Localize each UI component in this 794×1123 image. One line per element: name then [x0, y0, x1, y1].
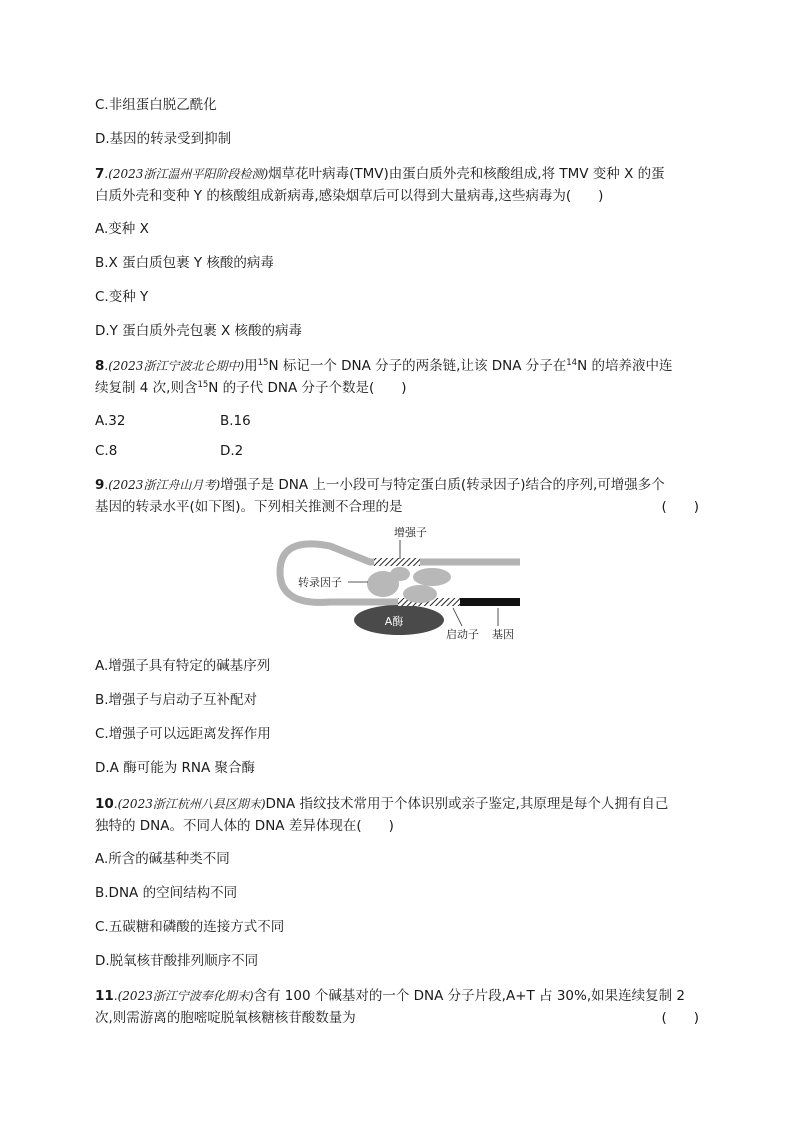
stem-text: 续复制 4 次,则含: [95, 380, 198, 396]
gene-segment: [460, 598, 520, 606]
question-number: 7: [95, 166, 105, 182]
a-enzyme-label: A酶: [384, 615, 404, 628]
q9-option-a: A.增强子具有特定的碱基序列: [95, 658, 271, 674]
q7-option-c: C.变种 Y: [95, 289, 149, 305]
enhancer-label: 增强子: [394, 526, 427, 539]
q11-stem-line1: [95, 987, 685, 1005]
q9-option-d: D.A 酶可能为 RNA 聚合酶: [95, 760, 256, 776]
question-number: 11: [95, 988, 114, 1004]
transcription-factor-3: [413, 568, 451, 586]
transcription-factor-4: [390, 567, 410, 581]
question-source: .(2023浙江舟山月考): [104, 478, 221, 492]
stem-text: N 标记一个 DNA 分子的两条链,让该 DNA 分子在: [268, 358, 567, 374]
q10-stem-line2: 独特的 DNA。不同人体的 DNA 差异体现在( ): [95, 818, 394, 834]
promoter-leader: [453, 608, 462, 626]
isotope-superscript: 15: [257, 358, 269, 368]
q8-option-d: D.2: [220, 443, 244, 459]
answer-paren: ( ): [661, 499, 699, 515]
stem-text: N 的子代 DNA 分子个数是( ): [208, 380, 407, 396]
isotope-superscript: 14: [566, 358, 578, 368]
q10-option-a: A.所含的碱基种类不同: [95, 851, 230, 867]
enhancer-diagram: [270, 522, 530, 646]
enhancer-segment: [374, 558, 420, 566]
gene-label: 基因: [492, 628, 514, 641]
q8-option-a: A.32: [95, 413, 126, 429]
q9-stem-line1: [95, 476, 665, 494]
tf-label: 转录因子: [298, 576, 342, 589]
q10-option-d: D.脱氧核苷酸排列顺序不同: [95, 953, 259, 969]
question-number: 10: [95, 796, 114, 812]
promoter-label: 启动子: [446, 628, 479, 641]
q10-option-b: B.DNA 的空间结构不同: [95, 885, 238, 901]
q7-option-d: D.Y 蛋白质外壳包裹 X 核酸的病毒: [95, 323, 303, 339]
q8-option-c: C.8: [95, 443, 118, 459]
q10-stem-line1: [95, 795, 668, 813]
stem-text: N 的培养液中连: [577, 358, 673, 374]
question-source: .(2023浙江温州平阳阶段检测): [104, 167, 269, 181]
q9-stem-line2: 基因的转录水平(如下图)。下列相关推测不合理的是: [95, 499, 403, 515]
q7-stem-line2: 白质外壳和变种 Y 的核酸组成新病毒,感染烟草后可以得到大量病毒,这些病毒为( ): [95, 188, 604, 204]
question-stem: DNA 指纹技术常用于个体识别或亲子鉴定,其原理是每个人拥有自己: [265, 796, 669, 812]
question-number: 9: [95, 477, 105, 493]
q7-option-b: B.X 蛋白质包裹 Y 核酸的病毒: [95, 255, 274, 271]
q9-option-b: B.增强子与启动子互补配对: [95, 692, 258, 708]
answer-paren: ( ): [661, 1010, 699, 1026]
q7-stem-line1: [95, 165, 665, 183]
q7-option-a: A.变种 X: [95, 221, 149, 237]
question-source: .(2023浙江宁波奉化期末): [113, 989, 254, 1003]
question-number: 8: [95, 358, 105, 374]
question-source: .(2023浙江杭州八县区期末): [113, 797, 266, 811]
isotope-superscript: 15: [197, 380, 209, 390]
q11-stem-line2: 次,则需游离的胞嘧啶脱氧核糖核苷酸数量为: [95, 1010, 356, 1026]
q6-option-c: C.非组蛋白脱乙酰化: [95, 97, 217, 113]
q9-option-c: C.增强子可以远距离发挥作用: [95, 726, 271, 742]
question-stem: 含有 100 个碱基对的一个 DNA 分子片段,A+T 占 30%,如果连续复制 2: [253, 988, 686, 1004]
q8-option-b: B.16: [220, 413, 251, 429]
q8-stem-line1: [95, 357, 672, 375]
q8-stem-line2: [95, 379, 407, 397]
transcription-factor-2: [403, 585, 437, 603]
question-source: .(2023浙江宁波北仑期中): [104, 359, 245, 373]
question-stem: 烟草花叶病毒(TMV)由蛋白质外壳和核酸组成,将 TMV 变种 X 的蛋: [268, 166, 665, 182]
q10-option-c: C.五碳糖和磷酸的连接方式不同: [95, 919, 285, 935]
q6-option-d: D.基因的转录受到抑制: [95, 131, 232, 147]
stem-text: 用: [244, 358, 258, 374]
question-stem: 增强子是 DNA 上一小段可与特定蛋白质(转录因子)结合的序列,可增强多个: [220, 477, 665, 493]
